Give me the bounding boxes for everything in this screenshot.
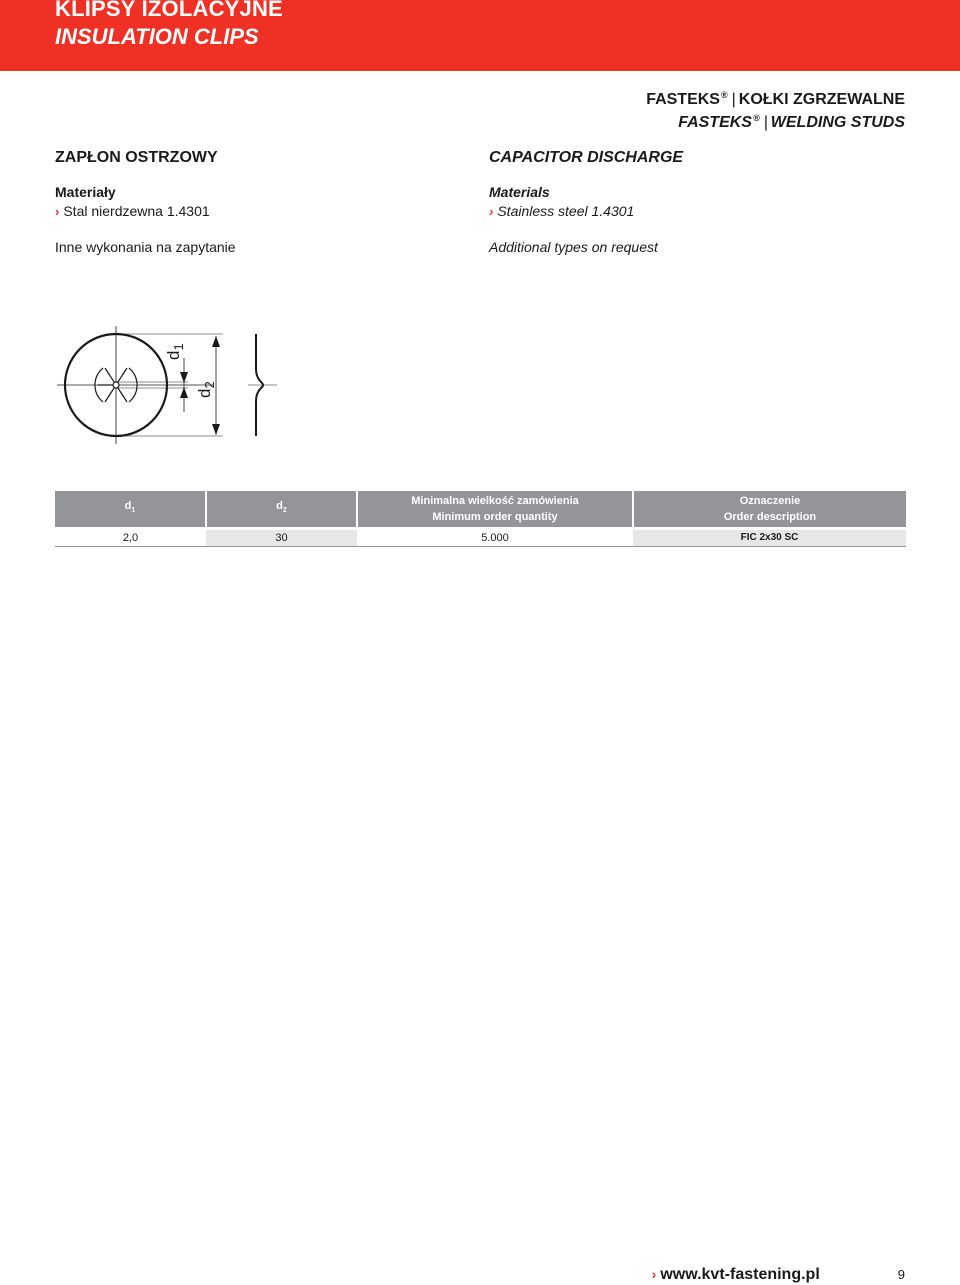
polish-description [55,148,435,256]
brand-separator-en: | [763,114,768,131]
header-d1 [55,491,206,527]
brand-category-en: WELDING STUDS [770,114,905,131]
cell-order-desc: FIC 2x30 SC [633,530,906,547]
brand-name: FASTEKS [646,91,720,108]
brand-category-pl: KOŁKI ZGRZEWALNE [738,91,905,108]
d2-subscript: 2 [202,381,217,389]
note-en: Additional types on request [489,239,658,255]
cell-d1: 2,0 [55,530,206,547]
header-d1-sub: 1 [131,507,136,515]
d2-letter: d [195,388,214,398]
top-banner [0,0,960,71]
page-number: 9 [897,1267,905,1282]
english-description [489,148,909,256]
header-order-desc-pl: Oznaczenie [739,495,801,507]
header-min-qty [357,491,633,527]
brand-line-pl [646,86,905,109]
arrow-head [212,336,220,347]
page-title-en: INSULATION CLIPS [55,24,259,49]
brand-heading [646,86,905,132]
header-min-qty-pl: Minimalna wielkość zamówienia [411,495,579,507]
table-row [55,530,906,547]
note-pl: Inne wykonania na zapytanie [55,239,236,255]
chevron-right-icon: › [489,204,494,219]
cell-d2: 30 [206,530,357,547]
materials-label-pl: Materiały [55,184,116,200]
material-text-en: Stainless steel 1.4301 [497,203,635,219]
spec-table [55,491,906,547]
registered-mark: ® [720,90,728,100]
section-title-pl: ZAPŁON OSTRZOWY [55,149,218,166]
brand-separator: | [731,91,736,108]
header-d2-sub: 2 [282,507,287,515]
page-footer [652,1264,905,1285]
header-d1-main: d [124,500,132,513]
cell-min-qty: 5.000 [357,530,633,547]
material-item-pl [55,203,435,220]
registered-mark-en: ® [752,113,760,123]
header-d2 [206,491,357,527]
arrow-head [212,424,220,435]
d1-subscript: 1 [171,343,186,351]
header-min-qty-en: Minimum order quantity [432,511,558,523]
material-text-pl: Stal nierdzewna 1.4301 [63,203,210,219]
chevron-right-icon: › [55,204,60,219]
header-order-desc [633,491,906,527]
arrow-head [180,387,188,398]
brand-name-en: FASTEKS [678,114,752,131]
materials-label-en: Materials [489,184,550,200]
material-item-en [489,203,909,220]
page-title-pl: KLIPSY IZOLACYJNE [55,0,283,21]
center-hole [113,382,119,388]
header-order-desc-en: Order description [723,511,817,523]
d1-letter: d [164,350,183,360]
section-title-en: CAPACITOR DISCHARGE [489,149,684,166]
table-header-row [55,491,906,527]
dimension-label-d1 [164,343,186,360]
website-link[interactable]: www.kvt-fastening.pl [660,1266,820,1283]
header-d2-main: d [276,500,283,513]
technical-drawing [55,322,285,444]
dimension-label-d2 [195,381,217,398]
chevron-right-icon: › [651,1266,657,1282]
arrow-head [180,372,188,383]
brand-line-en [646,109,905,132]
